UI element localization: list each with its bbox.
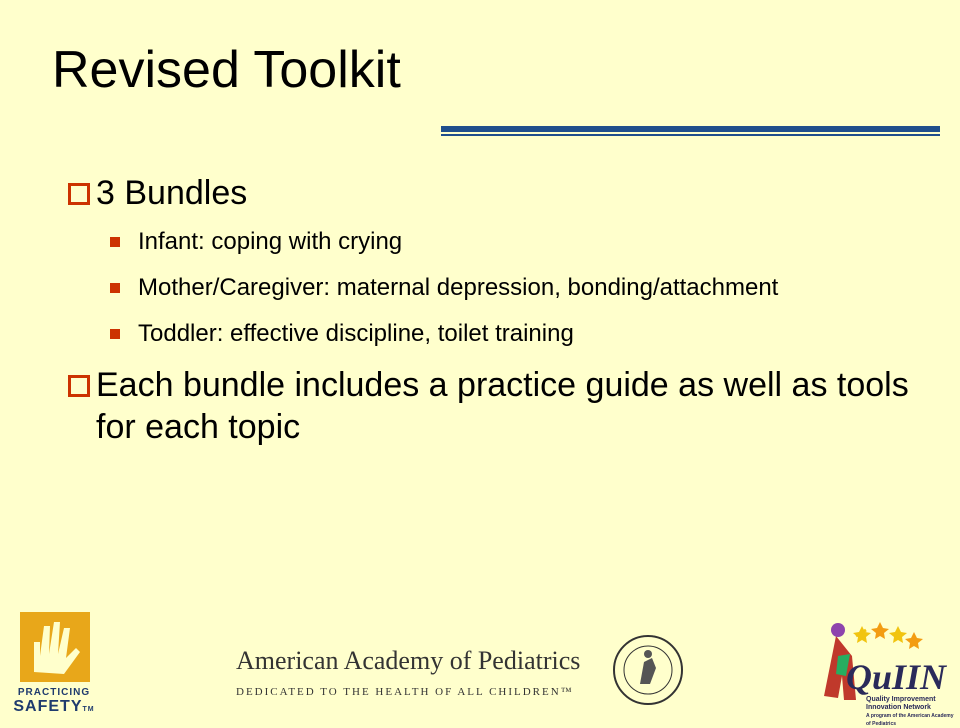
- hollow-square-bullet-icon: [68, 183, 90, 205]
- quiin-logo: QuIIN Quality Improvement Innovation Network A program of the American Academy of Pediatrics: [816, 616, 956, 720]
- square-bullet-icon: [110, 283, 120, 293]
- bullet-practice-guide: Each bundle includes a practice guide as well as tools for each topic: [68, 364, 928, 448]
- title-rule-thin: [441, 134, 940, 136]
- sub-bullet-infant: Infant: coping with crying: [68, 226, 928, 258]
- sub-bullet-toddler: Toddler: effective discipline, toilet training: [68, 318, 928, 350]
- hollow-square-bullet-icon: [68, 375, 90, 397]
- slide-title: Revised Toolkit: [52, 41, 401, 99]
- sub-bullet-mother: Mother/Caregiver: maternal depression, bonding/attachment: [68, 272, 928, 304]
- hands-icon: [20, 612, 90, 682]
- title-rule: [441, 126, 940, 132]
- square-bullet-icon: [110, 237, 120, 247]
- aap-seal-icon: [610, 632, 686, 708]
- bullet-bundles: 3 Bundles: [68, 172, 928, 214]
- aap-wordmark: American Academy of Pediatrics DEDICATED TO THE HEALTH OF ALL CHILDREN™: [236, 646, 581, 698]
- bullet-list: [68, 172, 928, 448]
- square-bullet-icon: [110, 329, 120, 339]
- practicing-safety-logo: PRACTICING SAFETYTM: [12, 612, 96, 718]
